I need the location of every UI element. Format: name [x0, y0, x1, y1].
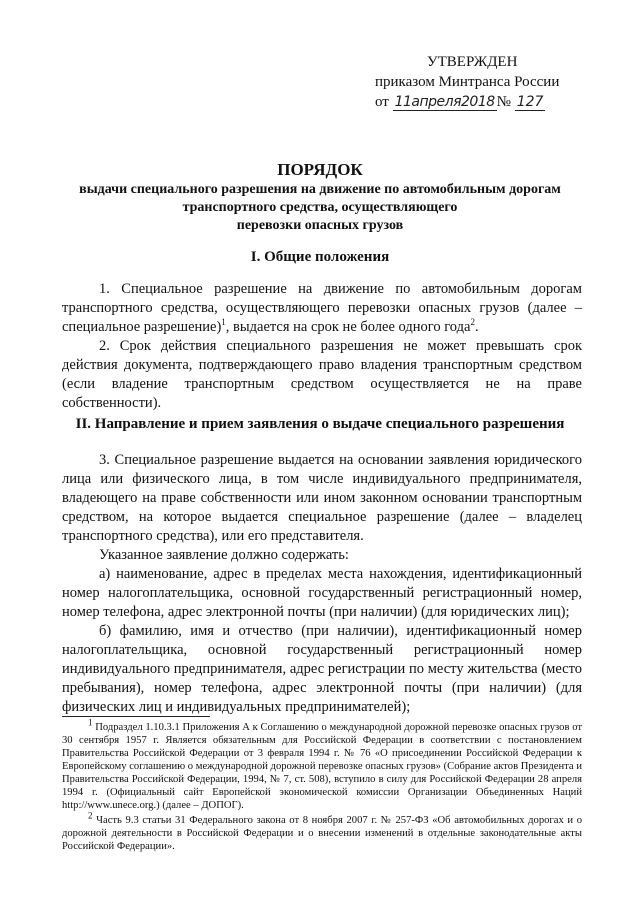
section-1-body: [62, 280, 582, 413]
footnote-ref-1: 1: [221, 317, 226, 328]
paragraph-item-b: б) фамилию, имя и отчество (при наличии), идентификационный номер налогоплательщика, основной государственный регистрационный номер индивидуального предпринимателя, адрес регистрации по месту жительства (место пребывания), номер телефона, адрес электронной почты (при наличии) (для физических лиц и индивидуальных предпринимателей);: [62, 623, 582, 715]
subtitle-line-3: перевозки опасных грузов: [236, 218, 404, 233]
document-subtitle: [0, 181, 640, 235]
approval-stamp: [375, 52, 559, 112]
paragraph-3: 3. Специальное разрешение выдается на основании заявления юридического лица или физического лица, в том числе индивидуального предпринимателя, владеющего на праве собственности или ином законном основании транспортным средством, на которое выдается специальное разрешение (далее – владелец транспортного средства), или его представителя.: [62, 452, 582, 544]
approval-date-line: [375, 92, 559, 112]
paragraph-application-content: Указанное заявление должно содержать:: [99, 547, 349, 563]
footnote-1: $^1$ Подраздел 1.10.3.1 Приложения А к Соглашению о международной дорожной перевозке опасных грузов от 30 сентября 1957 г. Является обязательным для Российской Федерации в соответствии с постановлением Правительства Российской Федерации от 3 февраля 1994 г. № 76 «О присоединении Российской Федерации к Европейскому соглашению о международной дорожной перевозке опасных грузов» (Собрание актов Президента и Правительства Российской Федерации, 1994, № 7, ст. 508), вступило в силу для Российской Федерации 28 апреля 1994 г. (Официальный сайт Европейской экономической комиссии Организации Объединенных Наций http://www.unece.org.) (далее – ДОПОГ).: [62, 717, 582, 811]
number-label: №: [496, 94, 511, 110]
footnotes: [62, 717, 582, 855]
handwritten-date: 11апреля2018: [394, 94, 495, 110]
paragraph-2: 2. Срок действия специального разрешения не может превышать срок действия документа, подтверждающего право владения транспортным средством (если владение транспортным средством осуществляется не на праве собственности).: [62, 338, 582, 411]
section-2-heading: II. Направление и прием заявления о выдаче специального разрешения: [75, 416, 565, 432]
section-1-heading: I. Общие положения: [250, 249, 390, 265]
footnote-2: $^2$ Часть 9.3 статьи 31 Федерального закона от 8 ноября 2007 г. № 257-ФЗ «Об автомобильных дорогах и о дорожной деятельности в Российской Федерации и о внесении изменений в отдельные законодательные акты Российской Федерации».: [62, 810, 582, 852]
document-title: ПОРЯДОК: [277, 160, 363, 179]
from-label: от: [375, 94, 389, 110]
footnote-separator: [62, 716, 210, 717]
paragraph-1: 1. Специальное разрешение на движение по автомобильным дорогам транспортного средства, осуществляющего перевозки опасных грузов (далее – специальное разрешение)$^1$, выдается на срок не более одного года$^2$.: [62, 281, 582, 335]
subtitle-line-1: выдачи специального разрешения на движение по автомобильным дорогам: [79, 182, 561, 197]
paragraph-item-a: а) наименование, адрес в пределах места нахождения, идентификационный номер налогоплательщика, основной государственный регистрационный номер, номер телефона, адрес электронной почты (при наличии) (для юридических лиц);: [62, 566, 582, 620]
approval-order: приказом Минтранса России: [375, 74, 560, 90]
section-2-body: [62, 451, 582, 717]
footnote-ref-2: 2: [470, 317, 475, 328]
handwritten-number: 127: [516, 94, 544, 110]
subtitle-line-2: транспортного средства, осуществляющего: [182, 200, 458, 215]
approved-label: УТВЕРЖДЕН: [427, 54, 518, 70]
